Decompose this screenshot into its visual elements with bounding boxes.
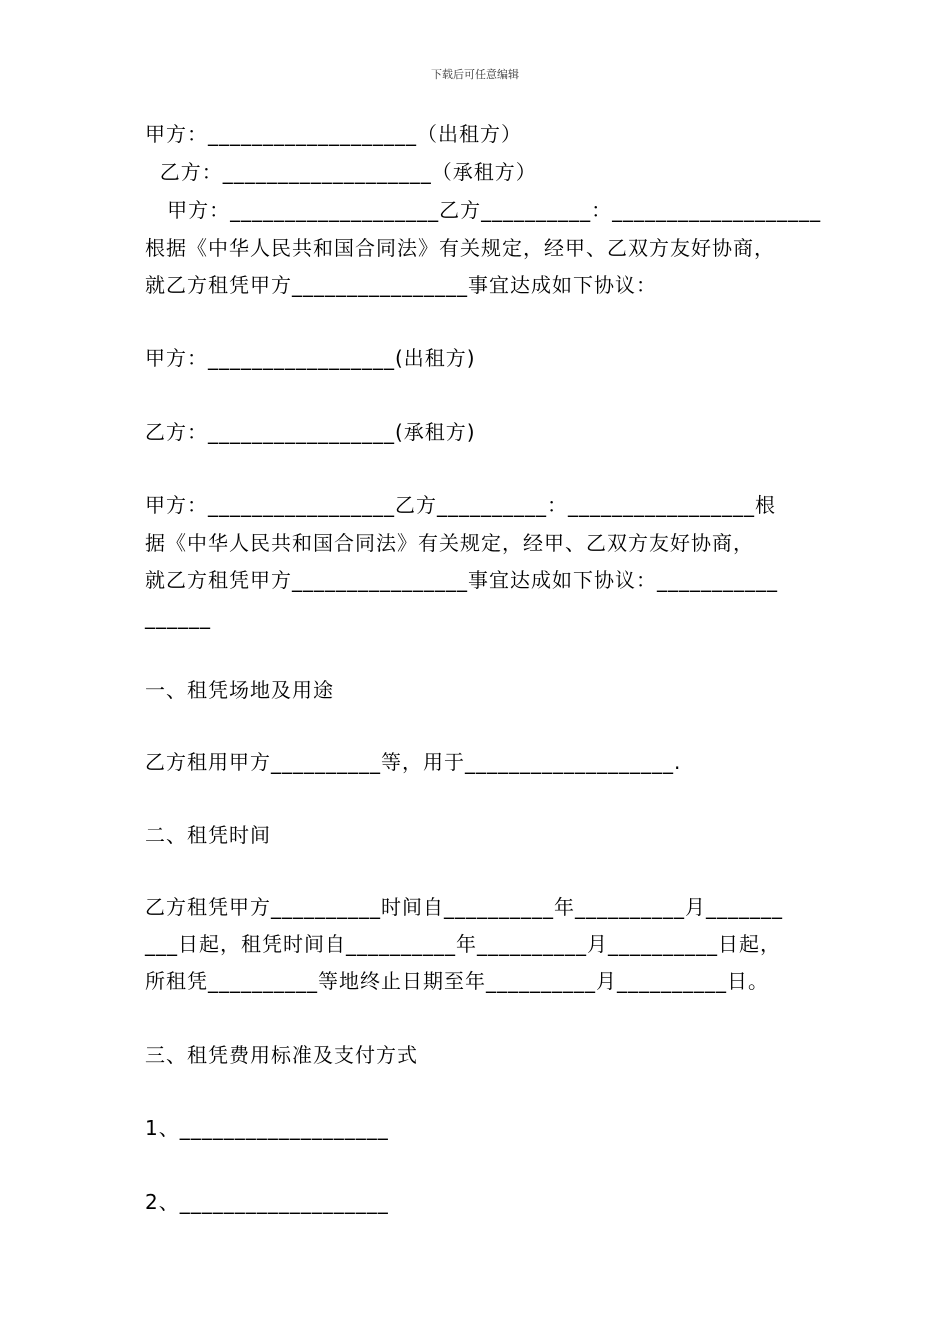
agreement-line-2: 就乙方租凭甲方________________事宜达成如下协议：___________ — [145, 568, 778, 592]
party-a-line-1: 甲方：___________________（出租方） — [145, 122, 522, 146]
legal-basis-line-1: 根据《中华人民共和国合同法》有关规定，经甲、乙双方友好协商， — [145, 236, 775, 260]
parties-line-2: 甲方：_________________乙方__________：_________________根 — [145, 493, 776, 517]
agreement-line-2-cont: ______ — [145, 605, 211, 629]
party-a-line-2: 甲方：_________________(出租方) — [145, 346, 476, 370]
section-2-body-2: ___日起，租凭时间自__________年__________月__________日起， — [145, 932, 781, 956]
party-b-line-1: 乙方：___________________（承租方） — [145, 160, 537, 184]
section-3-item-1: 1、___________________ — [145, 1116, 389, 1140]
section-2-heading: 二、租凭时间 — [145, 823, 271, 847]
party-b-line-2: 乙方：_________________(承租方) — [145, 420, 476, 444]
section-1-body: 乙方租用甲方__________等，用于___________________. — [145, 750, 682, 774]
legal-basis-line-2: 据《中华人民共和国合同法》有关规定，经甲、乙双方友好协商， — [145, 531, 754, 555]
section-2-body-1: 乙方租凭甲方__________时间自__________年__________月_______ — [145, 895, 783, 919]
parties-line-1: 甲方：___________________乙方__________：___________________ — [145, 198, 822, 222]
section-3-item-2: 2、___________________ — [145, 1190, 389, 1214]
agreement-line-1: 就乙方租凭甲方________________事宜达成如下协议： — [145, 273, 657, 297]
section-1-heading: 一、租凭场地及用途 — [145, 678, 334, 702]
section-2-body-3: 所租凭__________等地终止日期至年__________月__________日。 — [145, 969, 769, 993]
page-header-note: 下载后可任意编辑 — [431, 68, 519, 81]
section-3-heading: 三、租凭费用标准及支付方式 — [145, 1043, 418, 1067]
